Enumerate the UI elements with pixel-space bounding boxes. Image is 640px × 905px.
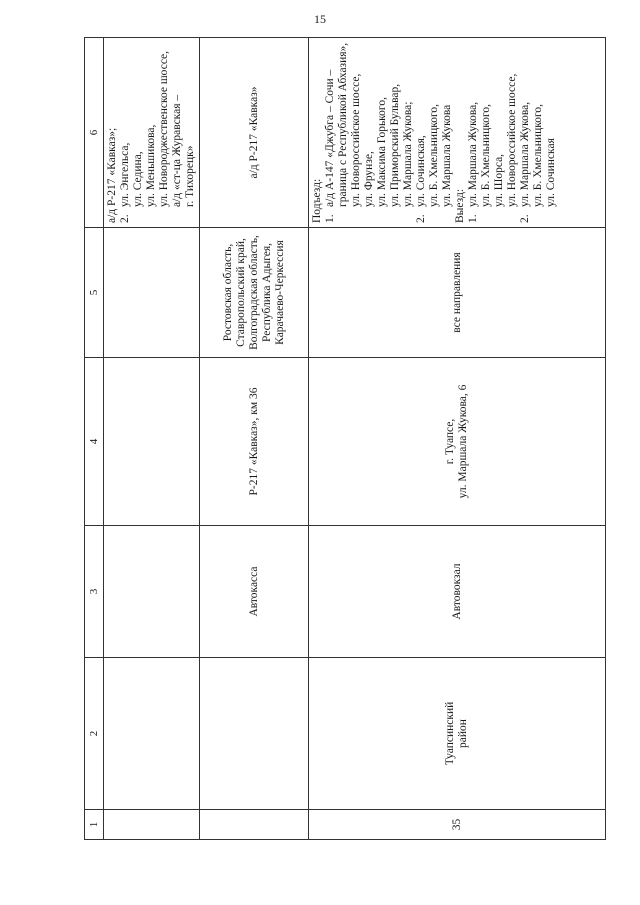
header-row	[85, 38, 104, 840]
header-cell-4: 4	[85, 358, 104, 526]
route-line: г. Тихорецк»	[184, 145, 196, 207]
station-type-cell: Автовокзал	[309, 526, 606, 658]
address-cell: г. Туапсе, ул. Маршала Жукова, 6	[309, 358, 606, 526]
table-row	[200, 38, 309, 840]
route-cell: Подъезд: 1.а/д А-147 «Джубга – Сочи – граница с Республикой Абхазия», ул. Новороссийское шоссе, ул. Фрунзе, ул. Максима Горького, ул. Приморский Бульвар, ул. Маршала Жукова; 2.ул. Сочинская, ул. Б. Хмельницкого, ул. Маршала Жукова Выезд: 1.ул. Маршала Жукова, ул. Б. Хмельницкого, ул. Шорса, ул. Новороссийское шоссе, 2.ул. Маршала Жукова, ул. Б. Хмельницкого, ул. Сочинская	[309, 38, 606, 228]
route-number: 2.	[119, 214, 131, 223]
route-table	[84, 37, 606, 840]
station-type-cell: Автокасса	[200, 526, 309, 658]
route-line: ул. Энгельса,	[119, 142, 131, 207]
route-line: ул. Седина,	[132, 151, 144, 207]
table-row	[309, 38, 606, 840]
table-row	[104, 38, 200, 840]
route-line: а/д «ст-ца Журавская –	[171, 94, 183, 207]
entry-label: Подъезд:	[311, 178, 323, 223]
address-cell: Р-217 «Кавказ», км 36	[200, 358, 309, 526]
header-cell-2: 2	[85, 658, 104, 810]
page-number: 15	[314, 12, 326, 26]
header-cell-6: 6	[85, 38, 104, 228]
route-line: ул. Новороджественское шоссе,	[158, 50, 170, 207]
rotated-table	[84, 38, 584, 840]
header-cell-3: 3	[85, 526, 104, 658]
exit-label: Выезд:	[454, 188, 466, 223]
header-cell-5: 5	[85, 228, 104, 358]
route-line: а/д Р-217 «Кавказ»;	[106, 127, 118, 223]
row-number-cell: 35	[309, 810, 606, 840]
direction-cell: Ростовская область, Ставропольский край, Волгоградская область, Республика Адыгея, Карачаево-Черкессия	[200, 228, 309, 358]
header-cell-1: 1	[85, 810, 104, 840]
direction-cell: все направления	[309, 228, 606, 358]
route-cell	[104, 38, 200, 228]
rotated-table-container	[84, 38, 584, 840]
route-cell: а/д Р-217 «Кавказ»	[200, 38, 309, 228]
route-line: ул. Меньшикова,	[145, 124, 157, 207]
district-cell: Туапсинский район	[309, 658, 606, 810]
